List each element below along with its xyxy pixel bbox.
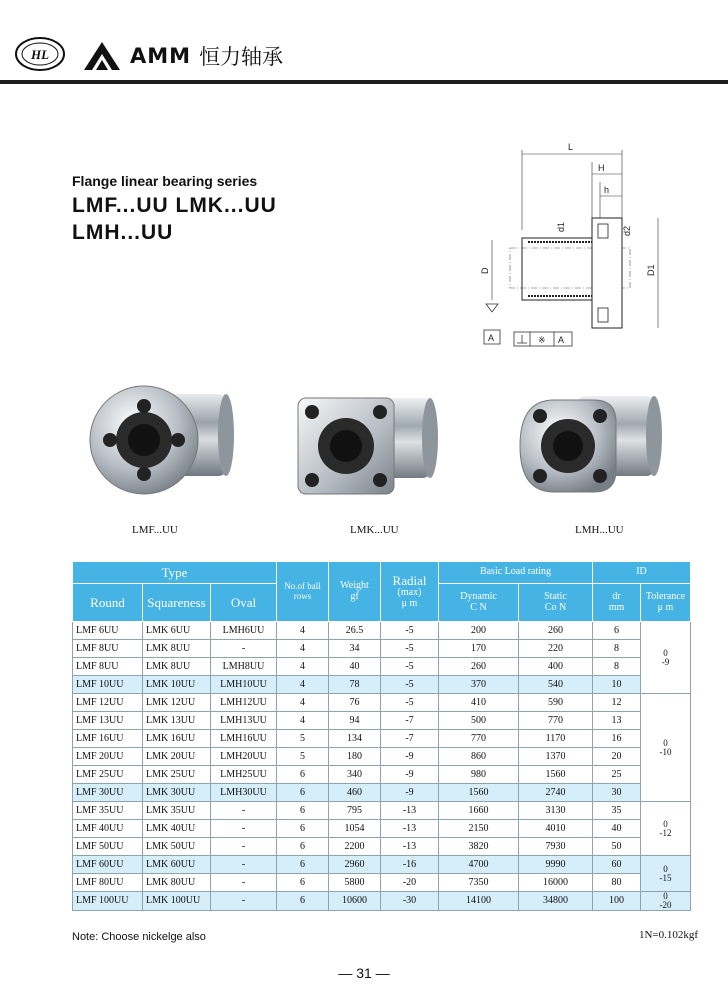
cell-radial: -5 [381, 640, 439, 658]
cell-static: 400 [519, 658, 593, 676]
cell-radial: -7 [381, 712, 439, 730]
logo-text: HL [30, 47, 50, 62]
cell-square: LMK 30UU [143, 784, 211, 802]
cell-dynamic: 500 [439, 712, 519, 730]
cell-oval: - [211, 820, 277, 838]
cell-weight: 10600 [329, 892, 381, 911]
cell-static: 34800 [519, 892, 593, 911]
cell-radial: -13 [381, 802, 439, 820]
cell-rows: 5 [277, 748, 329, 766]
brand [82, 40, 283, 72]
header-dr: dr mm [593, 584, 641, 622]
table-row [73, 838, 691, 856]
cell-weight: 76 [329, 694, 381, 712]
cell-oval: - [211, 640, 277, 658]
cell-dr: 50 [593, 838, 641, 856]
dim-label-d2: d2 [622, 225, 632, 236]
tolerance-value [660, 820, 672, 838]
series-title-line2: LMH...UU [72, 221, 174, 244]
table-row [73, 622, 691, 640]
cell-oval: - [211, 856, 277, 874]
spec-table [72, 561, 691, 911]
cell-oval: LMH30UU [211, 784, 277, 802]
product-label-lmk: LMK...UU [350, 524, 399, 536]
header-id: ID [593, 562, 691, 584]
cell-static: 220 [519, 640, 593, 658]
unit-conversion-note: 1N=0.102kgf [638, 929, 698, 941]
cell-radial: -5 [381, 694, 439, 712]
cell-weight: 340 [329, 766, 381, 784]
cell-square: LMK 20UU [143, 748, 211, 766]
tolerance-value [662, 649, 670, 667]
cell-round: LMF 35UU [73, 802, 143, 820]
cell-dr: 35 [593, 802, 641, 820]
cell-static: 7930 [519, 838, 593, 856]
table-row [73, 676, 691, 694]
cell-weight: 795 [329, 802, 381, 820]
product-image-lmk [296, 388, 446, 513]
tolerance-upper: 0 [663, 647, 668, 658]
cell-dr: 30 [593, 784, 641, 802]
tolerance-lower: -15 [659, 872, 672, 883]
cell-rows: 4 [277, 712, 329, 730]
cell-dr: 8 [593, 658, 641, 676]
brand-chinese-name: 恒力轴承 [199, 45, 284, 69]
table-row [73, 892, 691, 911]
cell-tolerance [641, 694, 691, 802]
cell-oval: LMH25UU [211, 766, 277, 784]
cell-static: 16000 [519, 874, 593, 892]
cell-static: 4010 [519, 820, 593, 838]
cell-weight: 134 [329, 730, 381, 748]
cell-dynamic: 2150 [439, 820, 519, 838]
cell-static: 1560 [519, 766, 593, 784]
series-subtitle: Flange linear bearing series [72, 173, 258, 189]
cell-dr: 16 [593, 730, 641, 748]
table-row [73, 766, 691, 784]
cell-weight: 26.5 [329, 622, 381, 640]
cell-round: LMF 10UU [73, 676, 143, 694]
cell-dynamic: 410 [439, 694, 519, 712]
cell-tolerance [641, 622, 691, 694]
cell-round: LMF 50UU [73, 838, 143, 856]
product-label-lmh: LMH...UU [575, 524, 624, 536]
cell-dynamic: 370 [439, 676, 519, 694]
table-row [73, 658, 691, 676]
header-ball-rows: No.of ball rows [277, 562, 329, 622]
header-weight: Weight gf [329, 562, 381, 622]
page-number: — 31 — [338, 965, 390, 981]
tolerance-lower: -20 [659, 900, 672, 910]
cell-rows: 6 [277, 838, 329, 856]
header-basic-load: Basic Load rating [439, 562, 593, 584]
cell-dynamic: 1660 [439, 802, 519, 820]
header-radial: Radial (max) μ m [381, 562, 439, 622]
cell-round: LMF 8UU [73, 640, 143, 658]
technical-drawing [470, 140, 690, 360]
cell-rows: 6 [277, 766, 329, 784]
cell-dynamic: 200 [439, 622, 519, 640]
cell-tolerance [641, 856, 691, 892]
cell-round: LMF 12UU [73, 694, 143, 712]
cell-dr: 6 [593, 622, 641, 640]
cell-round: LMF 20UU [73, 748, 143, 766]
cell-dynamic: 1560 [439, 784, 519, 802]
cell-dr: 20 [593, 748, 641, 766]
cell-oval: LMH10UU [211, 676, 277, 694]
cell-round: LMF 6UU [73, 622, 143, 640]
tolerance-value [660, 865, 672, 883]
table-row [73, 856, 691, 874]
cell-oval: LMH6UU [211, 622, 277, 640]
cell-tolerance [641, 892, 691, 911]
tolerance-value [660, 892, 672, 910]
tolerance-upper: 0 [663, 737, 668, 748]
cell-round: LMF 100UU [73, 892, 143, 911]
cell-static: 260 [519, 622, 593, 640]
cell-static: 9990 [519, 856, 593, 874]
cell-oval: LMH12UU [211, 694, 277, 712]
cell-round: LMF 40UU [73, 820, 143, 838]
cell-rows: 6 [277, 856, 329, 874]
cell-dynamic: 260 [439, 658, 519, 676]
svg-text:※: ※ [538, 335, 546, 345]
cell-dynamic: 14100 [439, 892, 519, 911]
cell-square: LMK 40UU [143, 820, 211, 838]
tolerance-lower: -10 [659, 746, 672, 757]
cell-dr: 12 [593, 694, 641, 712]
tolerance-value [660, 739, 672, 757]
cell-rows: 4 [277, 640, 329, 658]
table-row [73, 748, 691, 766]
spec-table-body [73, 622, 691, 911]
company-seal-logo [14, 36, 66, 77]
table-row [73, 802, 691, 820]
cell-dynamic: 3820 [439, 838, 519, 856]
table-row [73, 694, 691, 712]
dim-label-L: L [568, 142, 574, 152]
product-image-lmf [86, 380, 236, 503]
dim-label-d1: d1 [556, 221, 566, 232]
cell-rows: 6 [277, 802, 329, 820]
amm-mountain-logo-icon [82, 40, 122, 72]
cell-dynamic: 4700 [439, 856, 519, 874]
cell-weight: 78 [329, 676, 381, 694]
header-rule [0, 80, 728, 84]
dim-label-D: D [480, 267, 490, 274]
cell-dr: 13 [593, 712, 641, 730]
cell-dynamic: 7350 [439, 874, 519, 892]
header-type: Type [73, 562, 277, 584]
table-row [73, 874, 691, 892]
cell-round: LMF 13UU [73, 712, 143, 730]
cell-round: LMF 25UU [73, 766, 143, 784]
table-row [73, 820, 691, 838]
cell-static: 2740 [519, 784, 593, 802]
cell-static: 540 [519, 676, 593, 694]
cell-square: LMK 35UU [143, 802, 211, 820]
cell-static: 590 [519, 694, 593, 712]
tolerance-upper: 0 [663, 863, 668, 874]
cell-tolerance [641, 802, 691, 856]
cell-oval: - [211, 838, 277, 856]
cell-dynamic: 860 [439, 748, 519, 766]
cell-radial: -9 [381, 784, 439, 802]
dim-label-D1: D1 [646, 264, 656, 276]
cell-rows: 4 [277, 676, 329, 694]
header-oval: Oval [211, 584, 277, 622]
footnote: Note: Choose nickelge also [72, 931, 206, 943]
tolerance-upper: 0 [663, 891, 668, 901]
dim-label-h: h [604, 185, 610, 195]
table-row [73, 640, 691, 658]
cell-square: LMK 25UU [143, 766, 211, 784]
cell-square: LMK 10UU [143, 676, 211, 694]
header-round: Round [73, 584, 143, 622]
cell-square: LMK 6UU [143, 622, 211, 640]
cell-dr: 40 [593, 820, 641, 838]
cell-weight: 2200 [329, 838, 381, 856]
cell-rows: 4 [277, 622, 329, 640]
cell-dr: 8 [593, 640, 641, 658]
cell-weight: 5800 [329, 874, 381, 892]
cell-dr: 25 [593, 766, 641, 784]
cell-dr: 60 [593, 856, 641, 874]
table-row [73, 784, 691, 802]
tolerance-lower: -9 [661, 656, 670, 667]
cell-dr: 80 [593, 874, 641, 892]
cell-weight: 34 [329, 640, 381, 658]
frame-datum-label: A [558, 335, 565, 345]
cell-radial: -9 [381, 766, 439, 784]
cell-radial: -5 [381, 622, 439, 640]
cell-radial: -30 [381, 892, 439, 911]
cell-rows: 6 [277, 874, 329, 892]
cell-static: 3130 [519, 802, 593, 820]
cell-dynamic: 980 [439, 766, 519, 784]
cell-oval: - [211, 802, 277, 820]
cell-round: LMF 30UU [73, 784, 143, 802]
cell-rows: 4 [277, 694, 329, 712]
cell-radial: -20 [381, 874, 439, 892]
cell-weight: 460 [329, 784, 381, 802]
cell-static: 1170 [519, 730, 593, 748]
cell-round: LMF 16UU [73, 730, 143, 748]
cell-oval: - [211, 892, 277, 911]
cell-square: LMK 8UU [143, 658, 211, 676]
cell-square: LMK 16UU [143, 730, 211, 748]
cell-round: LMF 80UU [73, 874, 143, 892]
cell-square: LMK 50UU [143, 838, 211, 856]
cell-square: LMK 8UU [143, 640, 211, 658]
cell-static: 770 [519, 712, 593, 730]
cell-oval: LMH8UU [211, 658, 277, 676]
cell-rows: 5 [277, 730, 329, 748]
header-tolerance: Tolerance μ m [641, 584, 691, 622]
cell-square: LMK 60UU [143, 856, 211, 874]
table-row [73, 730, 691, 748]
cell-radial: -13 [381, 820, 439, 838]
header-static: Static Co N [519, 584, 593, 622]
dim-label-H: H [598, 163, 605, 173]
cell-dr: 10 [593, 676, 641, 694]
cell-square: LMK 13UU [143, 712, 211, 730]
cell-rows: 6 [277, 892, 329, 911]
series-title-line1: LMF...UU LMK...UU [72, 194, 277, 217]
cell-round: LMF 8UU [73, 658, 143, 676]
product-label-lmf: LMF...UU [132, 524, 178, 536]
cell-dr: 100 [593, 892, 641, 911]
cell-dynamic: 770 [439, 730, 519, 748]
cell-oval: LMH13UU [211, 712, 277, 730]
cell-radial: -5 [381, 658, 439, 676]
cell-oval: LMH20UU [211, 748, 277, 766]
cell-square: LMK 12UU [143, 694, 211, 712]
cell-oval: LMH16UU [211, 730, 277, 748]
header-dynamic: Dynamic C N [439, 584, 519, 622]
cell-weight: 40 [329, 658, 381, 676]
cell-radial: -13 [381, 838, 439, 856]
cell-round: LMF 60UU [73, 856, 143, 874]
cell-weight: 1054 [329, 820, 381, 838]
product-image-lmh [514, 388, 664, 513]
cell-square: LMK 100UU [143, 892, 211, 911]
tolerance-lower: -12 [659, 827, 672, 838]
cell-radial: -16 [381, 856, 439, 874]
table-row [73, 712, 691, 730]
cell-radial: -7 [381, 730, 439, 748]
cell-dynamic: 170 [439, 640, 519, 658]
tolerance-upper: 0 [663, 818, 668, 829]
brand-name: AMM [130, 44, 192, 68]
cell-weight: 180 [329, 748, 381, 766]
cell-square: LMK 80UU [143, 874, 211, 892]
cell-weight: 2960 [329, 856, 381, 874]
cell-rows: 4 [277, 658, 329, 676]
cell-weight: 94 [329, 712, 381, 730]
cell-radial: -9 [381, 748, 439, 766]
cell-rows: 6 [277, 784, 329, 802]
cell-radial: -5 [381, 676, 439, 694]
cell-rows: 6 [277, 820, 329, 838]
cell-static: 1370 [519, 748, 593, 766]
datum-label-A: A [488, 333, 495, 343]
cell-oval: - [211, 874, 277, 892]
header-squareness: Squareness [143, 584, 211, 622]
